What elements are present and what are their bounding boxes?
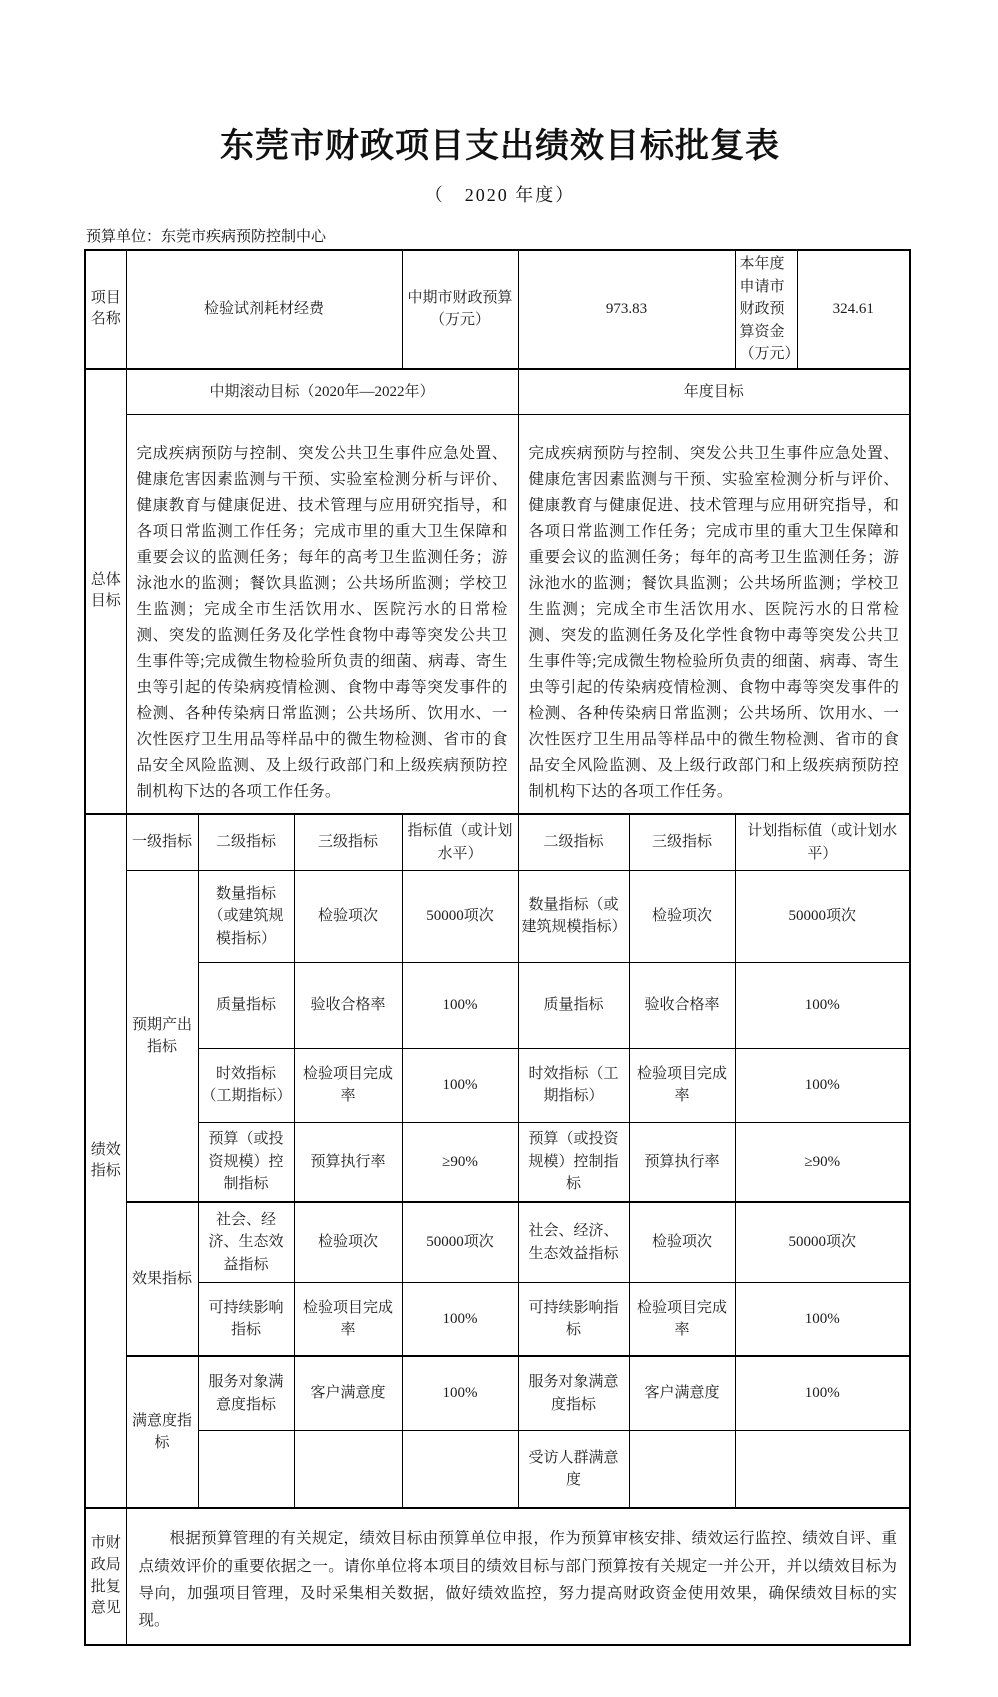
cell-l2: 预算（或投资规模）控制指标: [198, 1122, 294, 1202]
cell-r3: 验收合格率: [629, 962, 735, 1048]
table-row: [85, 1430, 910, 1508]
header-level1: 一级指标: [126, 814, 198, 870]
cell-rvalue: 50000项次: [735, 870, 910, 962]
cell-value: 50000项次: [402, 1202, 518, 1282]
current-year-budget-value: 324.61: [797, 250, 910, 369]
table-row: [85, 1282, 910, 1356]
performance-target-table: [84, 249, 911, 1646]
table-row: [85, 962, 910, 1048]
cell-rvalue: 100%: [735, 1048, 910, 1122]
cell-r3: 检验项目完成率: [629, 1282, 735, 1356]
cell-l2: 质量指标: [198, 962, 294, 1048]
group-satisfaction: 满意度指标: [126, 1356, 198, 1508]
approval-row: [85, 1508, 910, 1645]
goals-header-row: [85, 369, 910, 415]
cell-l3: 预算执行率: [294, 1122, 402, 1202]
project-name-value: 检验试剂耗材经费: [126, 250, 402, 369]
indicator-header-row: [85, 814, 910, 870]
cell-r2: 社会、经济、生态效益指标: [518, 1202, 629, 1282]
header-level2-right: 二级指标: [518, 814, 629, 870]
page-subtitle: （ 2020 年度）: [424, 185, 576, 205]
cell-r2: 数量指标（或建筑规模指标）: [518, 870, 629, 962]
cell-rvalue: [735, 1430, 910, 1508]
goals-text-row: [85, 415, 910, 815]
cell-r2: 受访人群满意度: [518, 1430, 629, 1508]
midterm-goal-header: 中期滚动目标（2020年—2022年）: [126, 369, 518, 415]
header-level3-left: 三级指标: [294, 814, 402, 870]
cell-r2: 预算（或投资规模）控制指标: [518, 1122, 629, 1202]
cell-value: [402, 1430, 518, 1508]
cell-r3: [629, 1430, 735, 1508]
project-row: [85, 250, 910, 369]
header-value-right: 计划指标值（或计划水平）: [735, 814, 910, 870]
cell-r2: 服务对象满意度指标: [518, 1356, 629, 1430]
cell-l3: 检验项目完成率: [294, 1048, 402, 1122]
cell-l3: [294, 1430, 402, 1508]
header-level2-left: 二级指标: [198, 814, 294, 870]
cell-l3: 检验项目完成率: [294, 1282, 402, 1356]
project-name-label: 项目名称: [85, 250, 126, 369]
current-year-budget-label: 本年度申请市财政预算资金（万元）: [735, 250, 797, 369]
table-row: [85, 1048, 910, 1122]
budget-unit-line: 预算单位：东莞市疾病预防控制中心: [86, 229, 327, 245]
cell-r3: 检验项次: [629, 870, 735, 962]
group-effect: 效果指标: [126, 1202, 198, 1356]
cell-r3: 检验项次: [629, 1202, 735, 1282]
header-level3-right: 三级指标: [629, 814, 735, 870]
header-value-left: 指标值（或计划水平）: [402, 814, 518, 870]
cell-l2: 可持续影响指标: [198, 1282, 294, 1356]
table-row: [85, 1202, 910, 1282]
cell-r3: 预算执行率: [629, 1122, 735, 1202]
cell-l3: 验收合格率: [294, 962, 402, 1048]
approval-text: 根据预算管理的有关规定，绩效目标由预算单位申报，作为预算审核安排、绩效运行监控、绩效自评、重点绩效评价的重要依据之一。请你单位将本项目的绩效目标与部门预算按有关规定一并公开，并以绩效目标为导向，加强项目管理，及时采集相关数据，做好绩效监控，努力提高财政资金使用效果，确保绩效目标的实现。: [126, 1508, 910, 1645]
cell-l3: 检验项次: [294, 1202, 402, 1282]
cell-value: 100%: [402, 962, 518, 1048]
overall-goal-label: 总体目标: [85, 369, 126, 815]
cell-r2: 可持续影响指标: [518, 1282, 629, 1356]
table-row: [85, 870, 910, 962]
cell-value: ≥90%: [402, 1122, 518, 1202]
cell-l3: 客户满意度: [294, 1356, 402, 1430]
cell-rvalue: 50000项次: [735, 1202, 910, 1282]
cell-r3: 检验项目完成率: [629, 1048, 735, 1122]
cell-value: 100%: [402, 1356, 518, 1430]
cell-rvalue: ≥90%: [735, 1122, 910, 1202]
cell-l2: 社会、经济、生态效益指标: [198, 1202, 294, 1282]
cell-value: 50000项次: [402, 870, 518, 962]
table-row: [85, 1356, 910, 1430]
cell-r3: 客户满意度: [629, 1356, 735, 1430]
cell-value: 100%: [402, 1048, 518, 1122]
midterm-goal-text: 完成疾病预防与控制、突发公共卫生事件应急处置、健康危害因素监测与干预、实验室检测分析与评价、健康教育与健康促进、技术管理与应用研究指导，和各项日常监测工作任务；完成市里的重大卫生保障和重要会议的监测任务；每年的高考卫生监测任务；游泳池水的监测；餐饮具监测；公共场所监测；学校卫生监测；完成全市生活饮用水、医院污水的日常检测、突发的监测任务及化学性食物中毒等突发公共卫生事件等;完成微生物检验所负责的细菌、病毒、寄生虫等引起的传染病疫情检测、食物中毒等突发事件的检测、各种传染病日常监测；公共场所、饮用水、一次性医疗卫生用品等样品中的微生物检测、省市的食品安全风险监测、及上级行政部门和上级疾病预防控制机构下达的各项工作任务。: [126, 415, 518, 815]
cell-r2: 时效指标（工期指标）: [518, 1048, 629, 1122]
midterm-budget-label: 中期市财政预算（万元）: [402, 250, 518, 369]
annual-goal-header: 年度目标: [518, 369, 910, 415]
cell-l3: 检验项次: [294, 870, 402, 962]
table-row: [85, 1122, 910, 1202]
cell-l2: 数量指标（或建筑规模指标）: [198, 870, 294, 962]
cell-l2: 服务对象满意度指标: [198, 1356, 294, 1430]
group-expected-output: 预期产出指标: [126, 870, 198, 1202]
midterm-budget-value: 973.83: [518, 250, 735, 369]
cell-rvalue: 100%: [735, 1356, 910, 1430]
annual-goal-text: 完成疾病预防与控制、突发公共卫生事件应急处置、健康危害因素监测与干预、实验室检测分析与评价、健康教育与健康促进、技术管理与应用研究指导，和各项日常监测工作任务；完成市里的重大卫生保障和重要会议的监测任务；每年的高考卫生监测任务；游泳池水的监测；餐饮具监测；公共场所监测；学校卫生监测；完成全市生活饮用水、医院污水的日常检测、突发的监测任务及化学性食物中毒等突发公共卫生事件等;完成微生物检验所负责的细菌、病毒、寄生虫等引起的传染病疫情检测、食物中毒等突发事件的检测、各种传染病日常监测；公共场所、饮用水、一次性医疗卫生用品等样品中的微生物检测、省市的食品安全风险监测、及上级行政部门和上级疾病预防控制机构下达的各项工作任务。: [518, 415, 910, 815]
cell-rvalue: 100%: [735, 962, 910, 1048]
cell-rvalue: 100%: [735, 1282, 910, 1356]
approval-label: 市财政局批复意见: [85, 1508, 126, 1645]
page-title: 东莞市财政项目支出绩效目标批复表: [220, 128, 780, 165]
cell-r2: 质量指标: [518, 962, 629, 1048]
cell-value: 100%: [402, 1282, 518, 1356]
cell-l2: 时效指标（工期指标）: [198, 1048, 294, 1122]
cell-l2: [198, 1430, 294, 1508]
performance-indicator-label: 绩效指标: [85, 814, 126, 1508]
